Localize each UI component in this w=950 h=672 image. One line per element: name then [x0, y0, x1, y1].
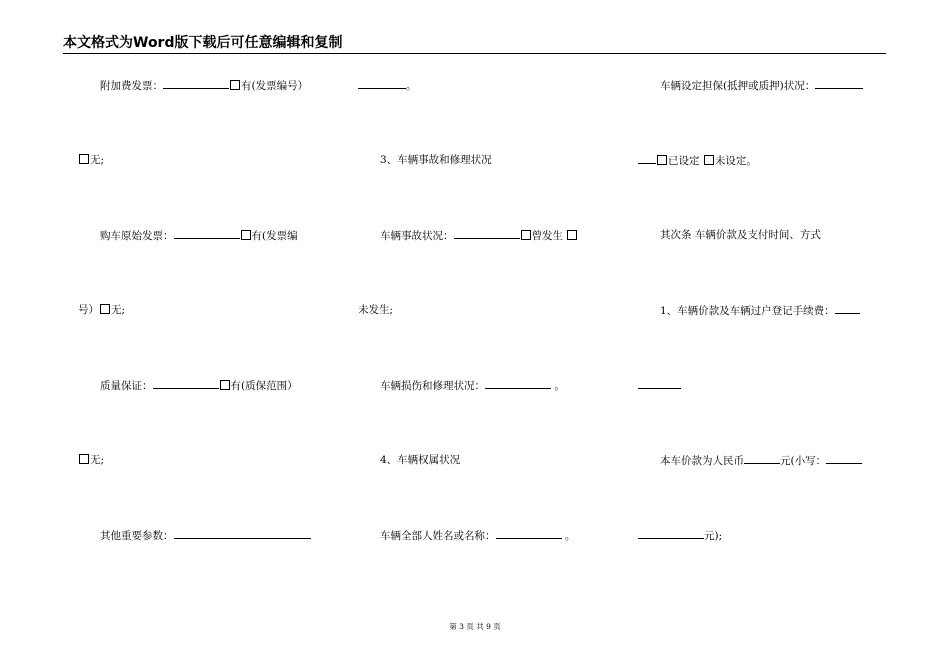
surcharge-invoice-label: 附加费发票： [100, 80, 163, 92]
checkbox-icon[interactable] [100, 304, 110, 314]
surcharge-invoice-none-label: 无; [90, 154, 105, 166]
surcharge-invoice-line [78, 78, 308, 93]
period-mark: 。 [406, 80, 417, 92]
price-and-fees-continuation-line [638, 378, 681, 393]
mortgage-set-label: 已设定 [668, 155, 700, 167]
warranty-blank[interactable] [153, 378, 219, 389]
surcharge-invoice-blank[interactable] [163, 78, 229, 89]
header-divider [63, 53, 886, 54]
mortgage-options-blank[interactable] [638, 153, 656, 164]
price-lowercase-blank[interactable] [826, 453, 862, 464]
invoice-number-continuation-line [358, 78, 417, 93]
price-rmb-line [638, 453, 862, 468]
mortgage-not-set-label: 未设定。 [714, 155, 757, 167]
price-and-fees-line [638, 303, 860, 318]
section-4-title: 4、车辆权属状况 [380, 454, 461, 466]
owner-name-blank[interactable] [496, 528, 562, 539]
price-yuan-line [638, 528, 722, 543]
damage-repair-blank[interactable] [485, 378, 551, 389]
page-number: 第 3 页 共 9 页 [449, 622, 501, 631]
document-header: 本文格式为Word版下载后可任意编辑和复制 [63, 35, 343, 51]
invoice-number-blank[interactable] [358, 78, 406, 89]
damage-repair-line [358, 378, 565, 393]
owner-name-label: 车辆全部人姓名或名称： [380, 530, 496, 542]
checkbox-icon[interactable] [567, 230, 577, 240]
purchase-invoice-line [78, 228, 298, 243]
accident-occurred-label: 曾发生 [531, 230, 563, 242]
surcharge-invoice-has-label: 有(发票编号） [241, 80, 309, 92]
checkbox-icon[interactable] [657, 155, 667, 165]
mortgage-status-blank[interactable] [815, 78, 863, 89]
warranty-line [78, 378, 298, 393]
other-parameters-line [78, 528, 311, 543]
checkbox-icon[interactable] [79, 454, 89, 464]
warranty-none-label: 无; [90, 454, 105, 466]
checkbox-icon[interactable] [521, 230, 531, 240]
warranty-none-line [78, 453, 104, 467]
purchase-invoice-none-label: 无; [111, 304, 126, 316]
article-2-heading [638, 228, 821, 242]
section-ownership-heading [358, 453, 460, 467]
checkbox-icon[interactable] [230, 80, 240, 90]
period-mark: 。 [554, 380, 565, 392]
section-3-title: 3、车辆事故和修理状况 [380, 154, 492, 166]
price-yuan-blank[interactable] [638, 528, 704, 539]
checkbox-icon[interactable] [220, 380, 230, 390]
checkbox-icon[interactable] [241, 230, 251, 240]
purchase-invoice-number-tail: 号） [78, 304, 99, 316]
price-yuan-suffix: 元); [704, 530, 723, 542]
other-parameters-blank[interactable] [174, 528, 311, 539]
price-rmb-label: 本车价款为人民币 [660, 455, 744, 467]
purchase-invoice-blank[interactable] [174, 228, 240, 239]
price-lowercase-label: 元(小写： [780, 455, 827, 467]
surcharge-invoice-none-line [78, 153, 104, 167]
period-mark: 。 [564, 530, 576, 542]
accident-status-blank[interactable] [454, 228, 520, 239]
purchase-invoice-none-line [78, 303, 125, 317]
accident-status-label: 车辆事故状况： [380, 230, 454, 242]
warranty-label: 质量保证： [100, 380, 153, 392]
purchase-invoice-has-label: 有(发票编 [251, 230, 298, 242]
article-2-title: 其次条 车辆价款及支付时间、方式 [660, 229, 821, 241]
price-and-fees-label: 1、车辆价款及车辆过户登记手续费： [660, 305, 835, 317]
accident-not-occurred-label: 未发生; [358, 304, 394, 316]
accident-status-line [358, 228, 578, 243]
checkbox-icon[interactable] [704, 155, 714, 165]
mortgage-status-label: 车辆设定担保(抵押或质押)状况： [660, 80, 816, 92]
price-rmb-blank[interactable] [744, 453, 780, 464]
price-and-fees-continuation-blank[interactable] [638, 378, 681, 389]
mortgage-options-line [638, 153, 757, 168]
mortgage-status-line [638, 78, 863, 93]
warranty-has-label: 有(质保范围） [230, 380, 298, 392]
checkbox-icon[interactable] [79, 154, 89, 164]
accident-not-occurred-line [358, 303, 393, 317]
other-parameters-label: 其他重要参数： [100, 530, 174, 542]
owner-name-line [358, 528, 575, 543]
price-and-fees-blank[interactable] [835, 303, 860, 314]
damage-repair-label: 车辆损伤和修理状况： [380, 380, 485, 392]
section-accident-repair-heading [358, 153, 492, 167]
purchase-invoice-label: 购车原始发票： [100, 230, 174, 242]
